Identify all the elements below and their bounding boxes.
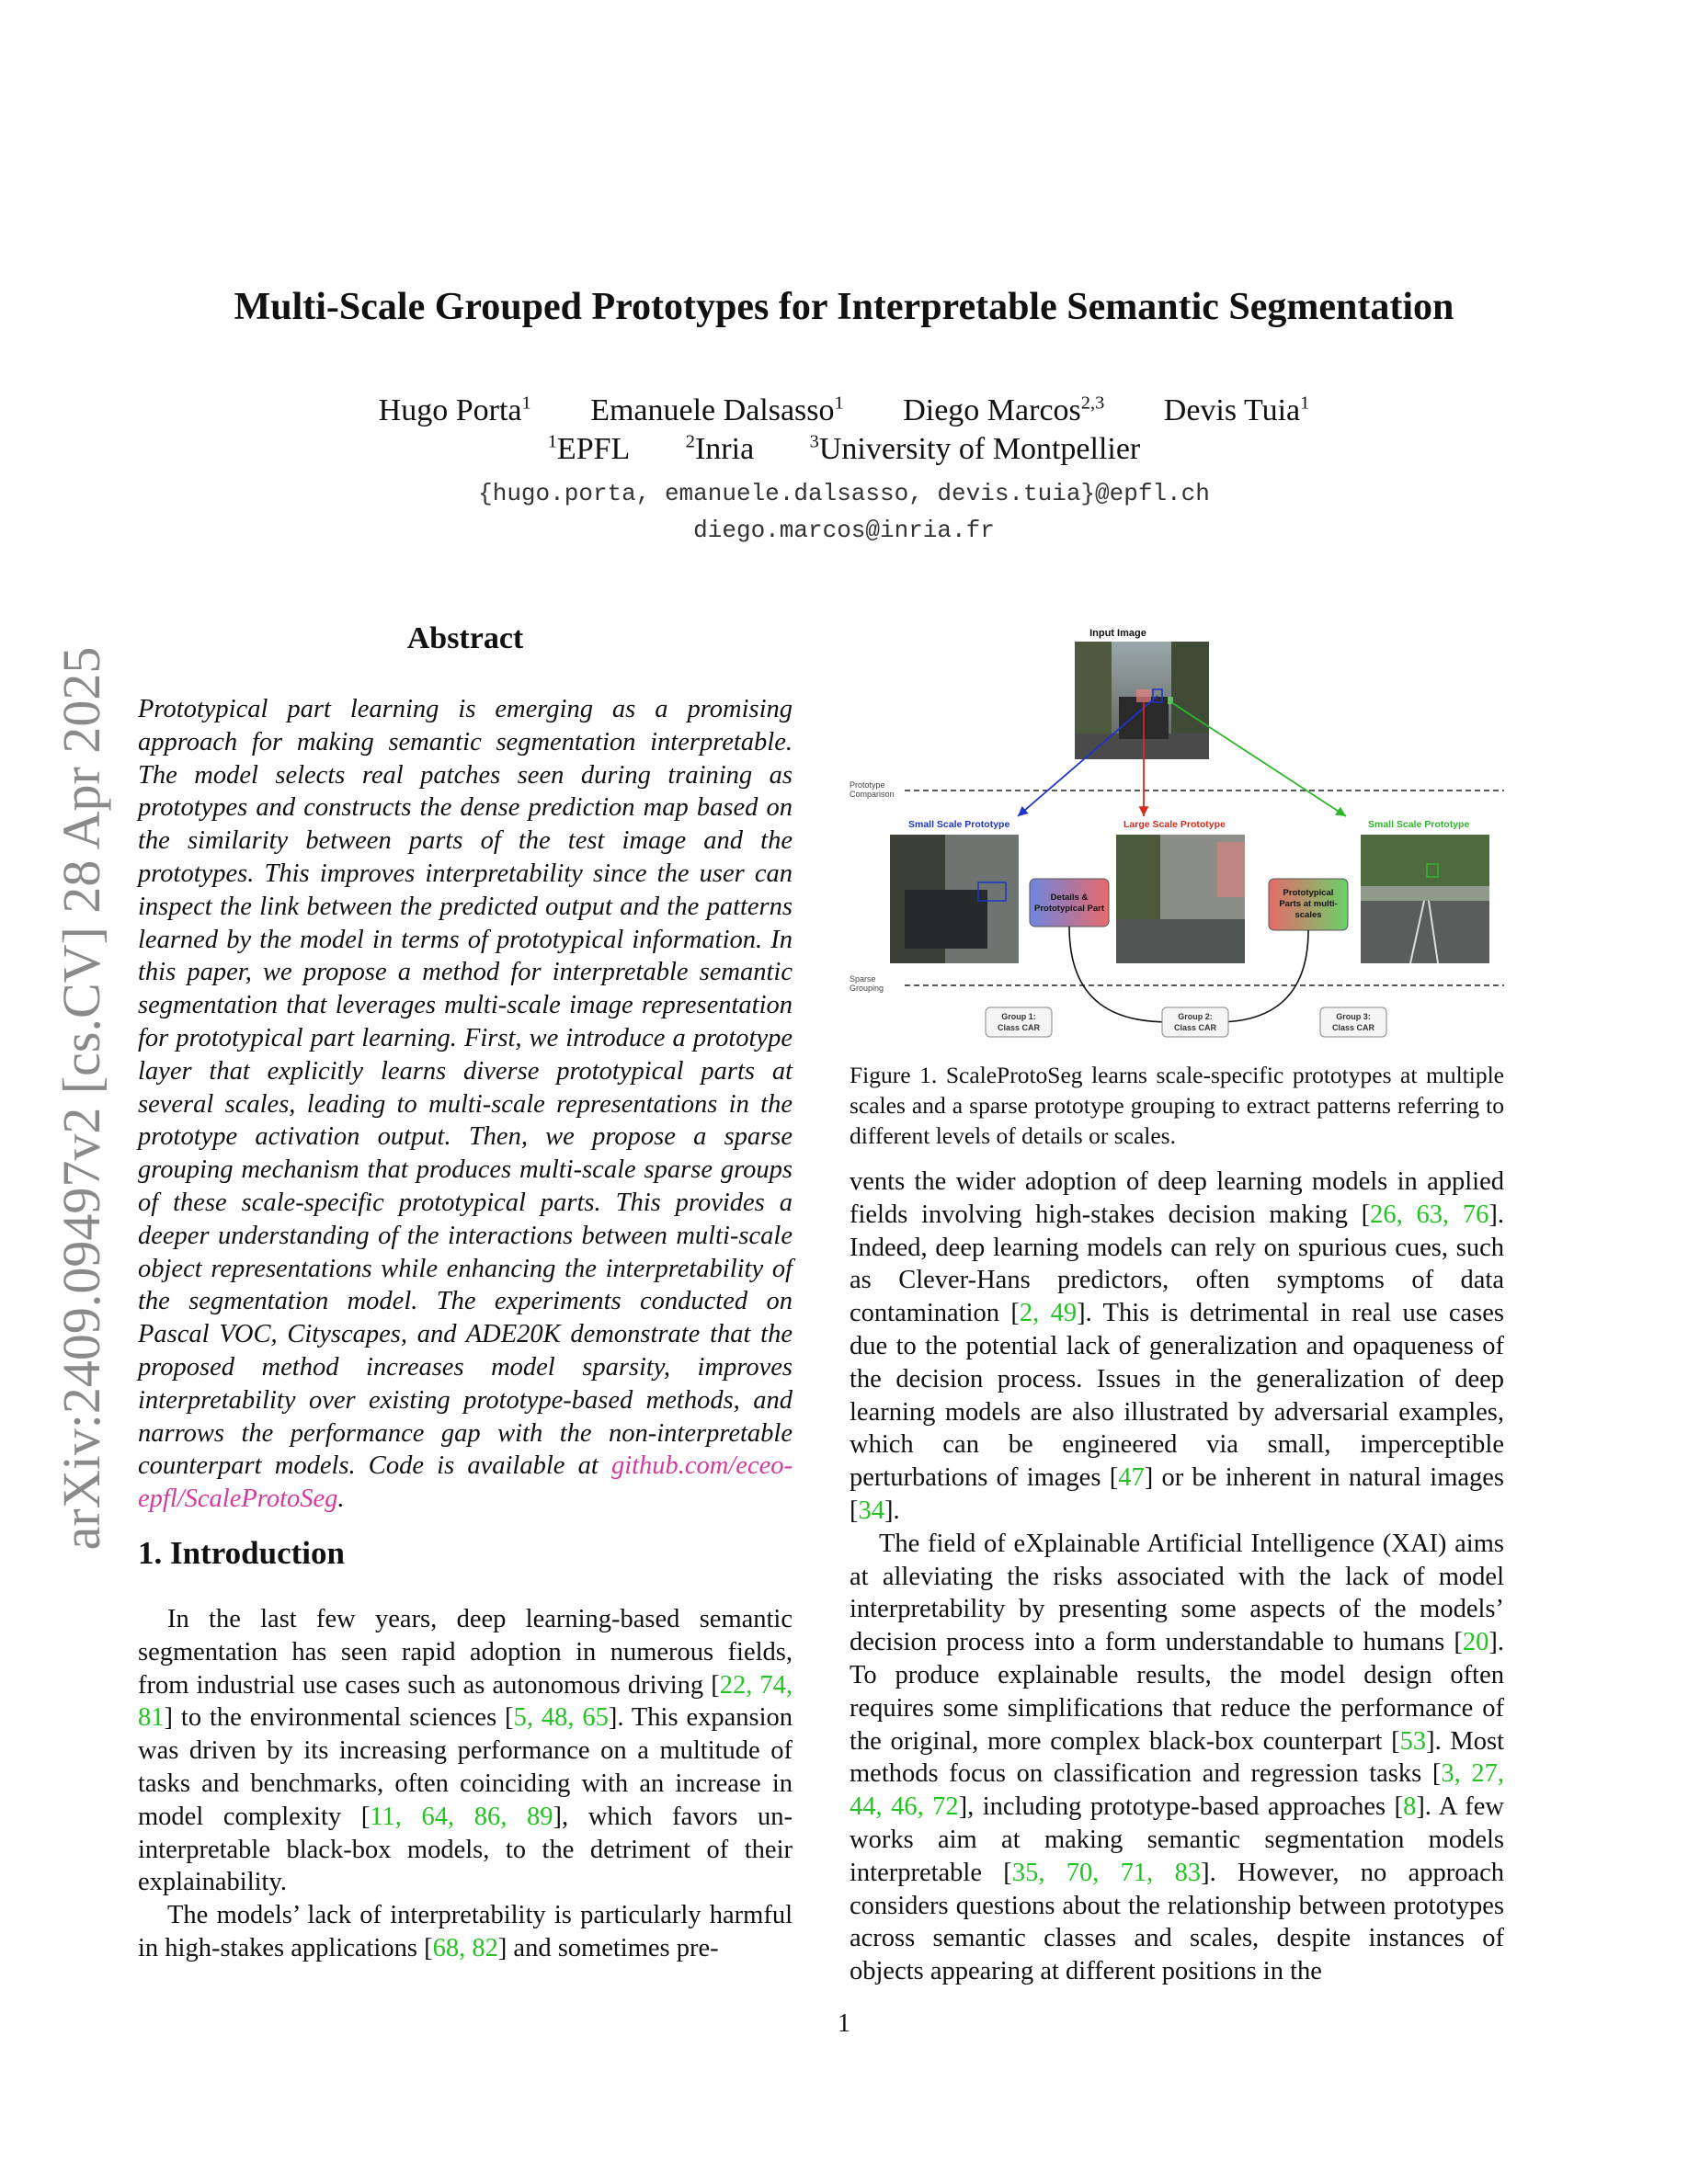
group-2-box	[1162, 1007, 1228, 1037]
sparse-grouping-label: Sparse	[850, 974, 876, 984]
citation[interactable]: 11, 64, 86, 89	[370, 1802, 553, 1831]
author: Emanuele Dalsasso$^1$	[590, 393, 844, 428]
affiliation-list	[0, 432, 1688, 467]
citation[interactable]: 2, 49	[1019, 1299, 1078, 1328]
multiscale-box	[1269, 879, 1348, 930]
svg-text:Group 2:: Group 2:	[1178, 1012, 1213, 1021]
large-scale-label: Large Scale Prototype	[1123, 819, 1226, 830]
paragraph: The models’ lack of interpretability is particularly harmful in high-stakes applications [68, 82] and sometimes pre-	[138, 1901, 793, 1962]
right-column-text	[850, 1166, 1504, 1988]
citation[interactable]: 3, 27, 44, 46, 72	[850, 1759, 1504, 1822]
paragraph: The field of eXplainable Artificial Intelligence (XAI) aims at alleviating the risks associated with the lack of model interpretability by presenting some aspects of the models’ decision process into a form understandable to humans [20]. To produce explainable results, the model design often requires some simplifications that reduce the performance of the original, more complex black-box counterpart [53]. Most methods focus on classification and regression tasks [3, 27, 44, 46, 72], including prototype-based approaches [8]. A few works aim at making semantic segmentation models interpretable [35, 70, 71, 83]. However, no approach considers questions about the relationship between prototypes across semantic classes and scales, despite instances of objects appearing at different positions in the	[850, 1529, 1505, 1986]
paragraph: vents the wider adoption of deep learning models in applied fields involving high-stakes decision making [26, 63, 76]. Indeed, deep learning models can rely on spurious cues, such as Clever-Hans predictors, often symptoms of data contamination [2, 49]. This is detrimental in real use cases due to the potential lack of generalization and opaqueness of the decision process. Issues in the generalization of deep learning models are also illustrated by adversarial examples, which can be engineered via small, imperceptible perturbations of images [47] or be inherent in natural images [34].	[850, 1167, 1505, 1525]
email-line: diego.marcos@inria.fr	[693, 517, 995, 544]
citation[interactable]: 47	[1118, 1463, 1145, 1493]
svg-text:Prototypical: Prototypical	[1283, 888, 1334, 898]
figure-caption: Figure 1. ScaleProtoSeg learns scale-specific prototypes at multiple scales and a sparse prototype grouping to extract patterns referring to different levels of details or scales.	[850, 1062, 1504, 1149]
arxiv-stamp: arXiv:2409.09497v2 [cs.CV] 28 Apr 2025	[51, 646, 111, 1551]
affiliation: $^3$University of Montpellier	[809, 432, 1141, 467]
citation[interactable]: 8	[1403, 1792, 1417, 1822]
prototype-comparison-label: Prototype	[850, 780, 885, 790]
citation[interactable]: 68, 82	[432, 1933, 498, 1962]
email-line: {hugo.porta, emanuele.dalsasso, devis.tuia}@epfl.ch	[478, 480, 1210, 507]
citation[interactable]: 35, 70, 71, 83	[1011, 1858, 1202, 1887]
svg-text:Group 1:: Group 1:	[1001, 1012, 1036, 1021]
affiliation: $^2$Inria	[685, 432, 755, 467]
citation[interactable]: 20	[1462, 1628, 1489, 1657]
prototype-image-right	[1361, 835, 1489, 963]
prototype-image-middle	[1116, 835, 1245, 963]
group-3-box	[1320, 1007, 1386, 1037]
abstract-body: Prototypical part learning is emerging as a promising approach for making semantic segmentation interpretable. The model selects real patches seen during training as prototypes and constructs the dense prediction map based on the similarity between parts of the test image and the prototypes. This improves interpretability since the user can inspect the link between the predicted output and the patterns learned by the model in terms of prototypical information. In this paper, we propose a method for interpretable semantic segmentation that leverages multi-scale image representation for prototypical part learning. First, we introduce a prototype layer that explicitly learns diverse prototypical parts at several scales, leading to multi-scale representations in the prototype activation output. Then, we propose a sparse grouping mechanism that produces multi-scale sparse groups of these scale-specific prototypical parts. This provides a deeper understanding of the interactions between multi-scale object representations while enhancing the interpretability of the segmentation model. The experiments conducted on Pascal VOC, Cityscapes, and ADE20K demonstrate that the proposed method increases model sparsity, improves interpretability over existing prototype-based methods, and narrows the performance gap with the non-interpretable counterpart models. Code is available at github.com/eceo-epfl/ScaleProtoSeg.	[138, 695, 793, 1514]
code-link[interactable]: github.com/eceo-epfl/ScaleProtoSeg	[138, 1451, 793, 1514]
citation[interactable]: 5, 48, 65	[513, 1703, 609, 1733]
abstract-heading: Abstract	[406, 621, 524, 655]
paper-title: Multi-Scale Grouped Prototypes for Interpretable Semantic Segmentation	[234, 286, 1454, 328]
citation[interactable]: 22, 74, 81	[138, 1670, 793, 1733]
svg-text:Class CAR: Class CAR	[1331, 1023, 1375, 1032]
citation[interactable]: 53	[1399, 1726, 1427, 1756]
small-scale-label-left: Small Scale Prototype	[908, 819, 1010, 830]
svg-text:Grouping: Grouping	[850, 984, 884, 993]
affiliation: $^1$EPFL	[547, 432, 631, 467]
input-image-label: Input Image	[1089, 628, 1146, 639]
svg-text:scales: scales	[1295, 910, 1322, 920]
small-scale-label-right: Small Scale Prototype	[1368, 819, 1470, 830]
svg-text:Group 3:: Group 3:	[1336, 1012, 1371, 1021]
input-image	[1075, 642, 1209, 759]
svg-text:Class CAR: Class CAR	[997, 1023, 1041, 1032]
group-1-box	[986, 1007, 1052, 1037]
citation[interactable]: 34	[858, 1496, 884, 1525]
citation[interactable]: 26, 63, 76	[1370, 1200, 1489, 1229]
svg-text:Prototypical Part: Prototypical Part	[1033, 904, 1105, 914]
details-box	[1030, 879, 1109, 927]
author: Diego Marcos$^{2,3}$	[903, 393, 1105, 428]
svg-text:Class CAR: Class CAR	[1173, 1023, 1217, 1032]
author-list	[0, 393, 1688, 428]
prototype-image-left	[890, 835, 1019, 963]
svg-text:Parts at multi-: Parts at multi-	[1279, 899, 1338, 909]
paragraph: In the last few years, deep learning-based semantic segmentation has seen rapid adoption in numerous fields, from industrial use cases such as autonomous driving [22, 74, 81] to the environmental sciences [5, 48, 65]. This expansion was driven by its increasing performance on a multitude of tasks and benchmarks, often coinciding with an increase in model complexity [11, 64, 86, 89], which favors un-interpretable black-box models, to the detriment of their explainability.	[138, 1605, 793, 1897]
page-number: 1	[838, 2009, 850, 2038]
svg-text:Comparison: Comparison	[850, 790, 895, 799]
svg-text:Details &: Details &	[1050, 893, 1089, 903]
section-heading: 1. Introduction	[138, 1535, 345, 1571]
intro-text	[138, 1603, 793, 1965]
author: Hugo Porta$^1$	[378, 393, 531, 428]
author: Devis Tuia$^1$	[1163, 393, 1310, 428]
figure-1	[850, 625, 1504, 1048]
